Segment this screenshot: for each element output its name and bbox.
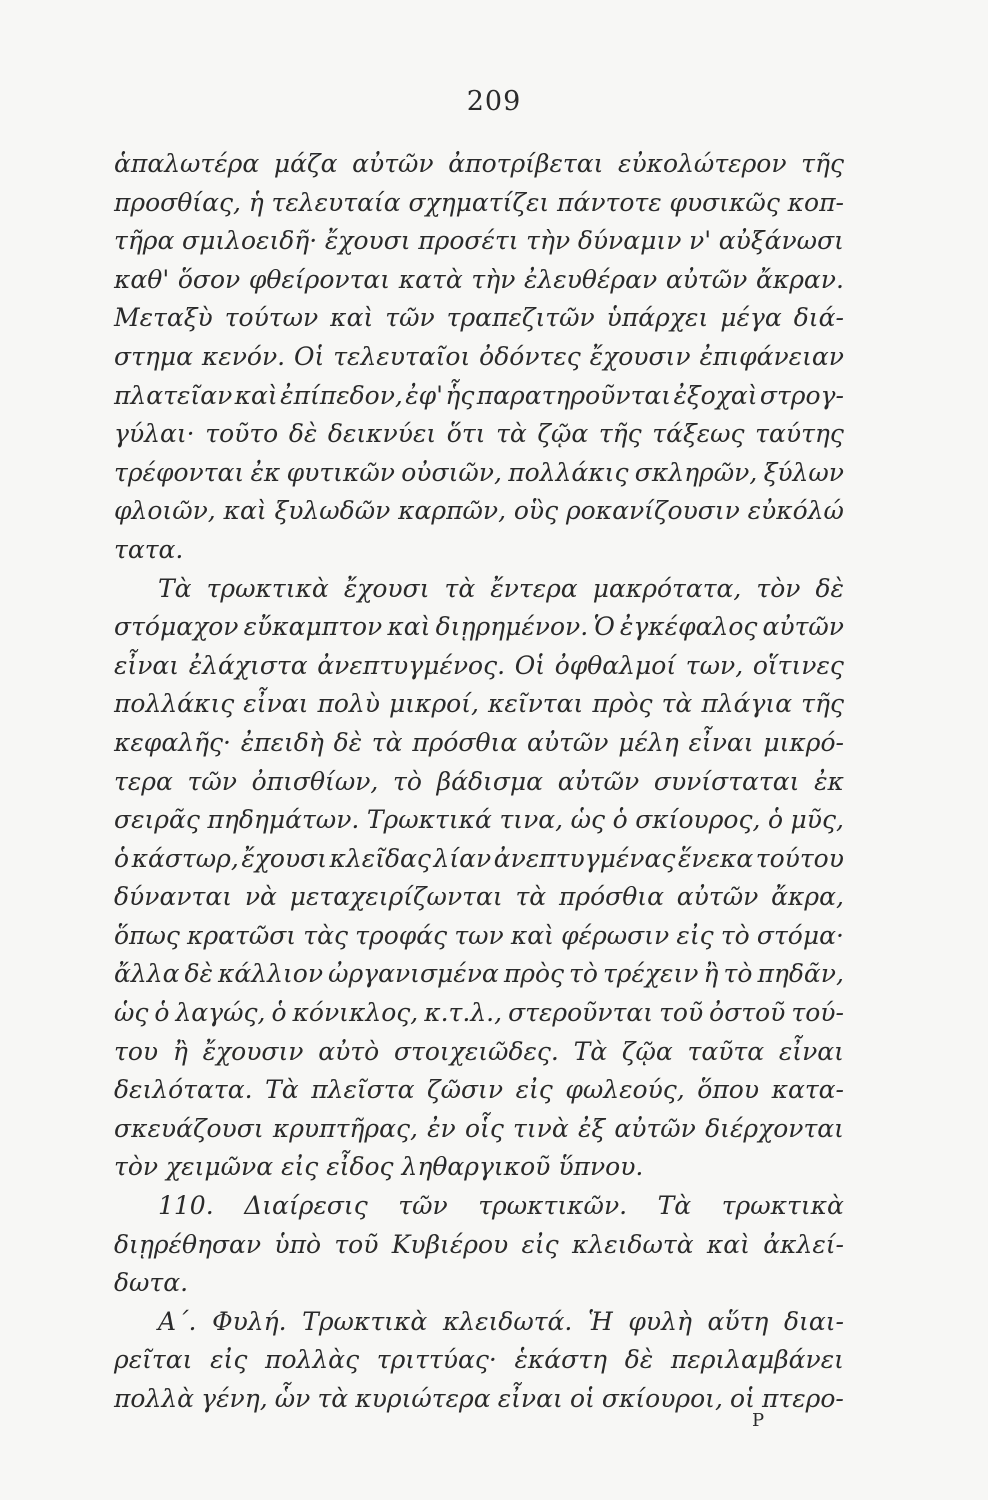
word: ν' (689, 226, 712, 256)
text-line (114, 1380, 844, 1419)
word: Κυβιέρου (391, 1229, 509, 1259)
word: σκευάζουσι (114, 1113, 264, 1143)
word: αὐτὸ (318, 1036, 380, 1066)
word: κεφαλῆς· (114, 727, 231, 757)
word: στημα (114, 341, 194, 371)
word: τὸ (720, 920, 750, 950)
word: ἢ (172, 1036, 188, 1066)
word: κατα- (771, 1075, 844, 1105)
word: ὀφθαλμοί (554, 650, 677, 680)
body-text (114, 145, 844, 1419)
word: τὸ (393, 766, 422, 796)
word: Οἱ (294, 341, 325, 371)
text-line (114, 454, 844, 493)
word: στρογ- (759, 380, 844, 410)
word: ὠργανισμένα (328, 959, 499, 989)
word: ἕνεκα (677, 843, 754, 873)
word: τούτων (224, 303, 319, 333)
text-line (114, 1264, 844, 1303)
word: κατὰ (398, 264, 463, 294)
word: κ.τ.λ., (424, 998, 503, 1028)
word: κενόν. (201, 341, 286, 371)
word: πολλάκις (114, 689, 235, 719)
word: στοιχειῶδες. (393, 1036, 559, 1066)
word: διῃρέθησαν (114, 1229, 262, 1259)
text-line (114, 685, 844, 724)
word: ἀκλεί- (763, 1229, 844, 1259)
word: ὅπου (697, 1075, 760, 1105)
word: τελευταῖοι (333, 341, 471, 371)
text-line (114, 145, 844, 184)
word: του (114, 1036, 159, 1066)
word: ὅσον (177, 264, 241, 294)
text-line (114, 492, 844, 531)
word: ὁ (612, 805, 628, 835)
text-line (114, 531, 844, 570)
word: φέρωσιν (561, 920, 670, 950)
word: τῶν (187, 766, 237, 796)
word: τὰ (317, 1384, 349, 1413)
text-line (114, 299, 844, 338)
word: αὐτῶν (352, 149, 434, 178)
word: ὡς (114, 998, 149, 1028)
word: ἁπαλωτέρα (114, 149, 260, 178)
word: μακρότατα, (592, 573, 742, 603)
word: εἶναι (688, 727, 754, 757)
word: καθ' (114, 264, 170, 294)
word: ἐξοχαὶ (673, 380, 758, 410)
word: Μεταξὺ (114, 303, 213, 333)
word: τοῦτο (205, 419, 279, 449)
word: τοῦ (334, 1229, 379, 1259)
word: Τὰ (573, 1036, 608, 1066)
word: τούτου (755, 843, 844, 873)
word: Τὰ (657, 1191, 692, 1221)
word: καὶ (223, 496, 267, 526)
word: τοῦ (659, 998, 704, 1028)
word: κοπ- (787, 187, 844, 217)
word: ξύλων (763, 457, 844, 487)
word: τού- (791, 998, 844, 1028)
word: τῶν (398, 1191, 448, 1221)
word: δὲ (624, 1345, 654, 1375)
word: πρόσθια (412, 727, 518, 757)
word: πλάγια (701, 689, 793, 719)
word: εἶδος (326, 1152, 402, 1182)
word: ἐπειδὴ (240, 727, 324, 757)
word: καὶ (330, 303, 374, 333)
word: ὕπνου. (558, 1152, 644, 1182)
word: ἄλλα (114, 959, 180, 989)
word: κρυπτῆρας, (272, 1113, 418, 1143)
word: ἐκ (814, 766, 844, 796)
word: νὰ (244, 882, 277, 912)
printer-signature-mark: P (752, 1410, 765, 1431)
word: φυσικῶς (669, 187, 780, 217)
word: τατα. (114, 534, 184, 564)
word: Οἱ (514, 650, 546, 680)
word: φωλεούς, (565, 1075, 685, 1105)
word: καὶ (510, 920, 554, 950)
word: διαι- (784, 1306, 844, 1336)
word: ληθαργικοῦ (401, 1152, 559, 1182)
word: αὐτῶν (665, 264, 748, 294)
word: ἔχουσιν (202, 1036, 304, 1066)
word: τινα, (499, 805, 564, 835)
word: σκίουροι, (601, 1384, 723, 1413)
word: τῆς (801, 149, 844, 178)
word: ζῶσιν (427, 1075, 504, 1105)
word: εἶναι (778, 1036, 844, 1066)
word: τὰς (303, 920, 348, 950)
word: εἰς (676, 920, 714, 950)
word: ἐφ' (405, 380, 444, 410)
text-line (114, 1226, 844, 1265)
word: οὓς (513, 496, 559, 526)
word: ὅπως (114, 920, 180, 950)
text-line (114, 261, 844, 300)
word: τῆρα (114, 226, 175, 256)
word: εἶναι (114, 650, 180, 680)
word: ταῦτα (687, 1036, 765, 1066)
word: εἰς (515, 1075, 553, 1105)
word: πολλάκις (508, 457, 629, 487)
word: εὐκολώτερον (618, 149, 787, 178)
word: τῶν (385, 303, 435, 333)
word: τὸ (569, 959, 598, 989)
word: ὅτι (446, 419, 486, 449)
word: καὶ (234, 380, 278, 410)
word: κλεῖδας (329, 843, 431, 873)
word: ἢ (703, 959, 719, 989)
word: σχηματίζει (408, 187, 550, 217)
word: καὶ (706, 1229, 750, 1259)
word: πηδᾶν, (757, 959, 844, 989)
word: ἐν (427, 1113, 456, 1143)
text-line (114, 1148, 844, 1187)
word: εἰς (210, 1345, 248, 1375)
word: τρωκτικὰ (721, 1191, 844, 1221)
word: σειρᾶς (114, 805, 200, 835)
word: μάζα (273, 149, 338, 178)
word: μεταχειρίζωνται (289, 882, 503, 912)
word: εἰς (281, 1152, 327, 1182)
word: παρατηροῦνται (476, 380, 672, 410)
text-line (114, 647, 844, 686)
word: τὰ (515, 882, 547, 912)
word: καρπῶν, (398, 496, 507, 526)
word: τὰ (496, 419, 527, 449)
word: κρατῶσι (187, 920, 297, 950)
word: ζῷα (621, 1036, 673, 1066)
word: τῆς (598, 419, 642, 449)
word: τῆς (801, 689, 844, 719)
word: πηδημάτων. (207, 805, 360, 835)
text-line (114, 222, 844, 261)
word: ἀνεπτυγμένος. (317, 650, 506, 680)
text-line (114, 1341, 844, 1380)
word: ὀστοῦ (709, 998, 786, 1028)
word: πρόσθια (559, 882, 664, 912)
word: τὸ (723, 959, 753, 989)
word: ἐλάχιστα (188, 650, 308, 680)
word: ταύτης (755, 419, 844, 449)
word: τρωκτικῶν. (478, 1191, 628, 1221)
word: ἔχουσιν (589, 341, 691, 371)
word: εὐκόλώ (747, 496, 844, 526)
word: ἐξ (577, 1113, 606, 1143)
word: Α΄. (158, 1306, 197, 1336)
word: οὐσιῶν, (401, 457, 502, 487)
word: μέγα (720, 303, 782, 333)
word: λίαν (433, 843, 492, 873)
word: διά- (793, 303, 844, 333)
text-line (114, 994, 844, 1033)
word: αὐτῶν (614, 1113, 696, 1143)
word: ἡ (248, 187, 264, 217)
word: στεροῦνται (508, 998, 654, 1028)
word: γύλαι· (114, 419, 195, 449)
word: ἐπιφάνειαν (699, 341, 844, 371)
word: ἄκρα, (771, 882, 844, 912)
page-number: 209 (466, 86, 522, 117)
word: τερα (114, 766, 173, 796)
word: εἰς (521, 1229, 559, 1259)
word: αὐξάνωσι (718, 226, 844, 256)
word: κόνικλος, (292, 998, 419, 1028)
word: δὲ (333, 727, 363, 757)
text-line (114, 724, 844, 763)
word: μικροί, (389, 689, 479, 719)
text-line (114, 184, 844, 223)
text-line (114, 840, 844, 879)
word: ἀνεπτυγμένας (493, 843, 676, 873)
word: βάδισμα (436, 766, 544, 796)
word: σκληρῶν, (634, 457, 758, 487)
word: ὁ (154, 998, 170, 1028)
word: τινὰ (513, 1113, 569, 1143)
word: Τρωκτικὰ (302, 1306, 428, 1336)
word: τελευταία (271, 187, 401, 217)
word: 110. (158, 1191, 214, 1221)
word: τὰ (371, 727, 403, 757)
word: διέρχονται (705, 1113, 844, 1143)
word: πολὺ (317, 689, 380, 719)
word: πρὸς (592, 689, 653, 719)
word: ροκανίζουσιν (565, 496, 740, 526)
word: μικρό- (763, 727, 844, 757)
word: προσθίας, (114, 187, 241, 217)
word: τριττύας· (376, 1345, 497, 1375)
word: πρὸς (503, 959, 564, 989)
word: ἐγκέφαλος (619, 612, 758, 642)
word: φυτικῶν (286, 457, 395, 487)
word: ὑπὸ (274, 1229, 322, 1259)
section-heading-line (114, 1303, 844, 1342)
word: τὴν (471, 264, 516, 294)
word: ὀδόντες (479, 341, 581, 371)
word: χειμῶνα (166, 1152, 282, 1182)
word: καὶ (387, 612, 431, 642)
text-line (114, 338, 844, 377)
word: ἔντερα (490, 573, 578, 603)
word: Τὰ (158, 573, 192, 603)
word: τρέχειν (602, 959, 699, 989)
text-line (114, 1033, 844, 1072)
word: πλεῖστα (311, 1075, 415, 1105)
word: ὡς (570, 805, 606, 835)
word: μέλη (618, 727, 679, 757)
word: οἱ (569, 1384, 595, 1413)
word: δειλότατα. (114, 1075, 253, 1105)
word: πάντοτε (557, 187, 662, 217)
word: μῦς, (790, 805, 844, 835)
word: ὑπάρχει (606, 303, 709, 333)
word: κεῖνται (487, 689, 584, 719)
section-heading-line (114, 1187, 844, 1226)
word: αὐτῶν (526, 727, 609, 757)
word: δύναμιν (577, 226, 682, 256)
word: ζῷα (537, 419, 589, 449)
word: ξυλωδῶν (274, 496, 391, 526)
word: των (454, 920, 504, 950)
word: ἄκραν. (755, 264, 844, 294)
word: αὐτῶν (762, 612, 844, 642)
word: αὐτῶν (557, 766, 640, 796)
word: τὴν (526, 226, 571, 256)
text-line (114, 415, 844, 454)
word: δύνανται (114, 882, 233, 912)
word: κυριώτερα (355, 1384, 491, 1413)
text-line (114, 801, 844, 840)
word: ἔχουσι (324, 226, 411, 256)
word: τάξεως (652, 419, 745, 449)
text-line (114, 377, 844, 416)
word: στόμαχον (114, 612, 239, 642)
word: οἷς (464, 1113, 504, 1143)
word: προσέτι (418, 226, 519, 256)
word: αὕτη (707, 1306, 769, 1336)
word: φθείρονται (248, 264, 391, 294)
text-line (114, 570, 844, 609)
word: συνίσταται (653, 766, 800, 796)
word: ἧς (445, 380, 475, 410)
word: οἵτινες (752, 650, 844, 680)
word: ἐπίπεδον, (280, 380, 403, 410)
word: ὁ (271, 998, 287, 1028)
word: τὸν (756, 573, 801, 603)
word: ἐκ (250, 457, 281, 487)
word: τὰ (444, 573, 476, 603)
word: εἶναι (497, 1384, 563, 1413)
word: δὲ (815, 573, 844, 603)
word: ὀπισθίων, (251, 766, 379, 796)
word: τρωκτικὰ (206, 573, 329, 603)
text-line (114, 1071, 844, 1110)
word: γένη, (201, 1384, 268, 1413)
word: τὸν (114, 1152, 167, 1182)
word: Τὰ (265, 1075, 299, 1105)
text-line (114, 878, 844, 917)
word: ἔχουσι (241, 843, 328, 873)
word: στόμα· (756, 920, 844, 950)
word: ἀποτρίβεται (448, 149, 604, 178)
word: φυλὴ (628, 1306, 692, 1336)
word: δεικνύει (327, 419, 437, 449)
word: δὲ (184, 959, 213, 989)
word: κάλλιον (218, 959, 324, 989)
word: Τρωκτικά (366, 805, 492, 835)
word: Ἡ (587, 1306, 613, 1336)
word: περιλαμβάνει (670, 1345, 844, 1375)
word: ρεῖται (114, 1345, 193, 1375)
word: κλειδωτά. (442, 1306, 573, 1336)
word: πολλὰ (114, 1384, 195, 1413)
word: ἑκάστη (514, 1345, 608, 1375)
word: Φυλή. (212, 1306, 287, 1336)
word: τρέφονται (114, 457, 245, 487)
word: αὐτῶν (676, 882, 759, 912)
word: ὁ (114, 843, 130, 873)
word: πτερο- (762, 1384, 844, 1413)
word: ὧν (274, 1384, 311, 1413)
word: φλοιῶν, (114, 496, 216, 526)
word: δωτα. (114, 1268, 189, 1298)
word: σμιλοειδῆ· (182, 226, 318, 256)
text-line (114, 608, 844, 647)
word: Διαίρεσις (244, 1191, 368, 1221)
word: των, (685, 650, 744, 680)
word: ὁ (767, 805, 783, 835)
text-line (114, 763, 844, 802)
word: ἔχουσι (343, 573, 430, 603)
text-line (114, 917, 844, 956)
word: κλειδωτὰ (571, 1229, 694, 1259)
word: εὔκαμπτον (243, 612, 383, 642)
word: διῃρημένον. (435, 612, 589, 642)
word: τὰ (661, 689, 693, 719)
word: σκίουρος, (635, 805, 761, 835)
text-line (114, 1110, 844, 1149)
word: Ὁ (593, 612, 615, 642)
word: δὲ (288, 419, 318, 449)
word: εἶναι (243, 689, 309, 719)
word: πλατεῖαν (114, 380, 233, 410)
word: λαγώς, (175, 998, 266, 1028)
text-line (114, 955, 844, 994)
word: οἱ (730, 1384, 755, 1413)
word: πολλὰς (265, 1345, 360, 1375)
word: τραπεζιτῶν (446, 303, 595, 333)
word: ἐλευθέραν (524, 264, 658, 294)
word: τροφάς (355, 920, 448, 950)
word: κάστωρ, (131, 843, 239, 873)
